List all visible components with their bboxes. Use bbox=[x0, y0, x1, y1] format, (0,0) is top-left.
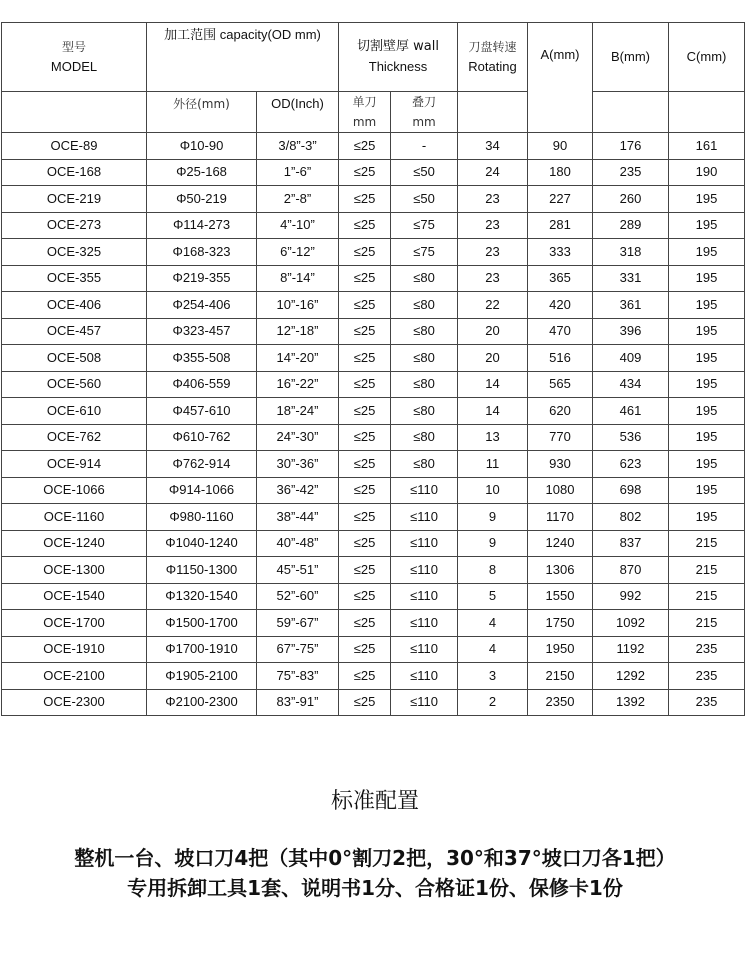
cell-model: OCE-1540 bbox=[2, 583, 147, 610]
cell-c: 235 bbox=[669, 689, 745, 716]
table-row bbox=[2, 318, 745, 345]
header-stack-blade bbox=[391, 92, 458, 133]
cell-a: 180 bbox=[528, 159, 593, 186]
cell-rotating: 23 bbox=[458, 186, 528, 213]
cell-stack-blade: ≤80 bbox=[391, 345, 458, 372]
cell-single-blade: ≤25 bbox=[339, 557, 391, 584]
cell-od-mm: Φ1905-2100 bbox=[147, 663, 257, 690]
table-row bbox=[2, 212, 745, 239]
cell-a: 620 bbox=[528, 398, 593, 425]
header-capacity-label: 加工范围 capacity(OD mm) bbox=[164, 27, 321, 42]
cell-od-inch: 16”-22” bbox=[257, 371, 339, 398]
cell-single-blade: ≤25 bbox=[339, 689, 391, 716]
cell-model: OCE-1240 bbox=[2, 530, 147, 557]
cell-rotating: 23 bbox=[458, 265, 528, 292]
cell-b: 992 bbox=[593, 583, 669, 610]
cell-od-inch: 10”-16” bbox=[257, 292, 339, 319]
cell-od-inch: 45”-51” bbox=[257, 557, 339, 584]
cell-single-blade: ≤25 bbox=[339, 133, 391, 160]
header-model-cn: 型号 bbox=[61, 40, 86, 54]
header-rotating-en: Rotating bbox=[468, 59, 517, 74]
cell-c: 215 bbox=[669, 530, 745, 557]
header-c bbox=[669, 23, 745, 92]
cell-rotating: 2 bbox=[458, 689, 528, 716]
cell-b: 434 bbox=[593, 371, 669, 398]
cell-b: 837 bbox=[593, 530, 669, 557]
cell-model: OCE-89 bbox=[2, 133, 147, 160]
cell-c: 215 bbox=[669, 557, 745, 584]
cell-model: OCE-1700 bbox=[2, 610, 147, 637]
cell-stack-blade: ≤110 bbox=[391, 583, 458, 610]
cell-single-blade: ≤25 bbox=[339, 239, 391, 266]
cell-stack-blade: ≤80 bbox=[391, 292, 458, 319]
cell-c: 195 bbox=[669, 477, 745, 504]
cell-od-mm: Φ762-914 bbox=[147, 451, 257, 478]
cell-od-mm: Φ1500-1700 bbox=[147, 610, 257, 637]
header-wall-line2: Thickness bbox=[368, 59, 428, 74]
cell-single-blade: ≤25 bbox=[339, 424, 391, 451]
cell-stack-blade: ≤80 bbox=[391, 451, 458, 478]
cell-a: 1550 bbox=[528, 583, 593, 610]
header-single-unit: mm bbox=[352, 115, 377, 129]
cell-single-blade: ≤25 bbox=[339, 186, 391, 213]
cell-single-blade: ≤25 bbox=[339, 583, 391, 610]
cell-od-inch: 59”-67” bbox=[257, 610, 339, 637]
cell-rotating: 34 bbox=[458, 133, 528, 160]
cell-od-mm: Φ355-508 bbox=[147, 345, 257, 372]
cell-a: 1240 bbox=[528, 530, 593, 557]
table-row bbox=[2, 451, 745, 478]
cell-b: 870 bbox=[593, 557, 669, 584]
table-row bbox=[2, 636, 745, 663]
cell-single-blade: ≤25 bbox=[339, 477, 391, 504]
cell-single-blade: ≤25 bbox=[339, 530, 391, 557]
header-b bbox=[593, 23, 669, 92]
cell-a: 227 bbox=[528, 186, 593, 213]
cell-model: OCE-325 bbox=[2, 239, 147, 266]
header-single-cn: 单刀 bbox=[352, 95, 377, 109]
cell-model: OCE-1300 bbox=[2, 557, 147, 584]
cell-rotating: 9 bbox=[458, 530, 528, 557]
header-a bbox=[528, 23, 593, 133]
cell-b: 623 bbox=[593, 451, 669, 478]
table-row bbox=[2, 610, 745, 637]
cell-b: 1192 bbox=[593, 636, 669, 663]
cell-od-mm: Φ254-406 bbox=[147, 292, 257, 319]
table-row bbox=[2, 557, 745, 584]
cell-b: 331 bbox=[593, 265, 669, 292]
cell-a: 565 bbox=[528, 371, 593, 398]
standard-config-line1: 整机一台、坡口刀4把（其中0°割刀2把，30°和37°坡口刀各1把） bbox=[74, 846, 676, 870]
cell-b: 409 bbox=[593, 345, 669, 372]
cell-c: 195 bbox=[669, 186, 745, 213]
standard-config-title: 标准配置 bbox=[330, 789, 419, 814]
cell-od-inch: 24”-30” bbox=[257, 424, 339, 451]
cell-rotating: 22 bbox=[458, 292, 528, 319]
cell-a: 1170 bbox=[528, 504, 593, 531]
cell-od-inch: 52”-60” bbox=[257, 583, 339, 610]
spec-table-body bbox=[2, 133, 745, 716]
cell-single-blade: ≤25 bbox=[339, 265, 391, 292]
cell-model: OCE-406 bbox=[2, 292, 147, 319]
cell-b: 536 bbox=[593, 424, 669, 451]
table-row bbox=[2, 133, 745, 160]
header-rotating-sub bbox=[458, 92, 528, 133]
cell-rotating: 11 bbox=[458, 451, 528, 478]
cell-model: OCE-2100 bbox=[2, 663, 147, 690]
table-row bbox=[2, 186, 745, 213]
cell-rotating: 23 bbox=[458, 239, 528, 266]
cell-model: OCE-168 bbox=[2, 159, 147, 186]
table-row bbox=[2, 424, 745, 451]
cell-od-inch: 3/8”-3” bbox=[257, 133, 339, 160]
cell-a: 365 bbox=[528, 265, 593, 292]
cell-single-blade: ≤25 bbox=[339, 663, 391, 690]
cell-model: OCE-1910 bbox=[2, 636, 147, 663]
cell-a: 90 bbox=[528, 133, 593, 160]
cell-b: 318 bbox=[593, 239, 669, 266]
cell-a: 281 bbox=[528, 212, 593, 239]
cell-od-inch: 36”-42” bbox=[257, 477, 339, 504]
cell-b: 698 bbox=[593, 477, 669, 504]
cell-model: OCE-610 bbox=[2, 398, 147, 425]
cell-single-blade: ≤25 bbox=[339, 398, 391, 425]
cell-c: 195 bbox=[669, 265, 745, 292]
table-row bbox=[2, 398, 745, 425]
cell-od-mm: Φ50-219 bbox=[147, 186, 257, 213]
cell-stack-blade: ≤75 bbox=[391, 212, 458, 239]
header-b-sub bbox=[593, 92, 669, 133]
header-stack-unit: mm bbox=[412, 115, 436, 129]
table-row bbox=[2, 504, 745, 531]
table-row bbox=[2, 371, 745, 398]
cell-c: 215 bbox=[669, 610, 745, 637]
cell-a: 1306 bbox=[528, 557, 593, 584]
cell-od-mm: Φ1320-1540 bbox=[147, 583, 257, 610]
cell-od-mm: Φ114-273 bbox=[147, 212, 257, 239]
header-wall-thickness bbox=[339, 23, 458, 92]
header-wall-line1: 切割壁厚 wall bbox=[357, 39, 439, 54]
cell-od-mm: Φ25-168 bbox=[147, 159, 257, 186]
cell-rotating: 8 bbox=[458, 557, 528, 584]
cell-a: 1950 bbox=[528, 636, 593, 663]
cell-od-inch: 18”-24” bbox=[257, 398, 339, 425]
cell-a: 333 bbox=[528, 239, 593, 266]
cell-od-inch: 4”-10” bbox=[257, 212, 339, 239]
cell-single-blade: ≤25 bbox=[339, 451, 391, 478]
cell-od-mm: Φ2100-2300 bbox=[147, 689, 257, 716]
cell-od-inch: 83”-91” bbox=[257, 689, 339, 716]
cell-od-mm: Φ1150-1300 bbox=[147, 557, 257, 584]
cell-a: 2350 bbox=[528, 689, 593, 716]
cell-c: 195 bbox=[669, 212, 745, 239]
cell-rotating: 14 bbox=[458, 371, 528, 398]
cell-a: 420 bbox=[528, 292, 593, 319]
cell-b: 361 bbox=[593, 292, 669, 319]
table-row bbox=[2, 689, 745, 716]
cell-model: OCE-1066 bbox=[2, 477, 147, 504]
cell-b: 1292 bbox=[593, 663, 669, 690]
cell-single-blade: ≤25 bbox=[339, 371, 391, 398]
cell-c: 195 bbox=[669, 504, 745, 531]
spec-table bbox=[1, 22, 745, 716]
cell-stack-blade: ≤80 bbox=[391, 265, 458, 292]
cell-single-blade: ≤25 bbox=[339, 159, 391, 186]
cell-single-blade: ≤25 bbox=[339, 610, 391, 637]
cell-rotating: 14 bbox=[458, 398, 528, 425]
cell-b: 461 bbox=[593, 398, 669, 425]
cell-single-blade: ≤25 bbox=[339, 212, 391, 239]
cell-od-mm: Φ1040-1240 bbox=[147, 530, 257, 557]
cell-c: 195 bbox=[669, 345, 745, 372]
cell-a: 1080 bbox=[528, 477, 593, 504]
header-rotating bbox=[458, 23, 528, 92]
cell-c: 235 bbox=[669, 663, 745, 690]
header-c-label: C(mm) bbox=[686, 49, 727, 64]
cell-model: OCE-762 bbox=[2, 424, 147, 451]
cell-model: OCE-1160 bbox=[2, 504, 147, 531]
table-row bbox=[2, 530, 745, 557]
cell-rotating: 10 bbox=[458, 477, 528, 504]
cell-c: 235 bbox=[669, 636, 745, 663]
cell-rotating: 23 bbox=[458, 212, 528, 239]
cell-stack-blade: ≤110 bbox=[391, 636, 458, 663]
table-row bbox=[2, 345, 745, 372]
cell-model: OCE-355 bbox=[2, 265, 147, 292]
table-row bbox=[2, 159, 745, 186]
cell-stack-blade: ≤80 bbox=[391, 318, 458, 345]
cell-od-mm: Φ219-355 bbox=[147, 265, 257, 292]
cell-c: 195 bbox=[669, 451, 745, 478]
cell-rotating: 20 bbox=[458, 345, 528, 372]
cell-od-inch: 6”-12” bbox=[257, 239, 339, 266]
header-od-inch-label: OD(Inch) bbox=[271, 96, 324, 111]
header-od-mm-label: 外径(mm) bbox=[173, 97, 230, 111]
cell-a: 770 bbox=[528, 424, 593, 451]
cell-model: OCE-273 bbox=[2, 212, 147, 239]
cell-rotating: 4 bbox=[458, 636, 528, 663]
cell-rotating: 20 bbox=[458, 318, 528, 345]
cell-od-inch: 67”-75” bbox=[257, 636, 339, 663]
cell-stack-blade: ≤50 bbox=[391, 159, 458, 186]
cell-c: 195 bbox=[669, 371, 745, 398]
cell-stack-blade: ≤50 bbox=[391, 186, 458, 213]
cell-c: 215 bbox=[669, 583, 745, 610]
cell-single-blade: ≤25 bbox=[339, 504, 391, 531]
cell-b: 1092 bbox=[593, 610, 669, 637]
cell-od-mm: Φ10-90 bbox=[147, 133, 257, 160]
cell-b: 176 bbox=[593, 133, 669, 160]
cell-stack-blade: ≤80 bbox=[391, 371, 458, 398]
header-a-label: A(mm) bbox=[540, 47, 580, 62]
cell-b: 289 bbox=[593, 212, 669, 239]
cell-c: 190 bbox=[669, 159, 745, 186]
cell-stack-blade: ≤75 bbox=[391, 239, 458, 266]
header-stack-cn: 叠刀 bbox=[412, 95, 437, 109]
cell-a: 1750 bbox=[528, 610, 593, 637]
header-c-sub bbox=[669, 92, 745, 133]
header-model-sub bbox=[2, 92, 147, 133]
cell-a: 930 bbox=[528, 451, 593, 478]
cell-stack-blade: ≤110 bbox=[391, 663, 458, 690]
cell-stack-blade: ≤110 bbox=[391, 610, 458, 637]
cell-model: OCE-914 bbox=[2, 451, 147, 478]
cell-b: 1392 bbox=[593, 689, 669, 716]
cell-od-inch: 14”-20” bbox=[257, 345, 339, 372]
cell-stack-blade: ≤110 bbox=[391, 530, 458, 557]
cell-b: 396 bbox=[593, 318, 669, 345]
cell-c: 195 bbox=[669, 398, 745, 425]
cell-od-inch: 40”-48” bbox=[257, 530, 339, 557]
standard-config-line2: 专用拆卸工具1套、说明书1分、合格证1份、保修卡1份 bbox=[127, 876, 623, 900]
cell-od-mm: Φ323-457 bbox=[147, 318, 257, 345]
cell-single-blade: ≤25 bbox=[339, 636, 391, 663]
cell-model: OCE-2300 bbox=[2, 689, 147, 716]
header-model bbox=[2, 23, 147, 92]
cell-od-mm: Φ914-1066 bbox=[147, 477, 257, 504]
cell-single-blade: ≤25 bbox=[339, 318, 391, 345]
cell-od-mm: Φ168-323 bbox=[147, 239, 257, 266]
cell-b: 235 bbox=[593, 159, 669, 186]
cell-od-mm: Φ980-1160 bbox=[147, 504, 257, 531]
cell-od-inch: 2”-8” bbox=[257, 186, 339, 213]
header-single-blade bbox=[339, 92, 391, 133]
cell-rotating: 13 bbox=[458, 424, 528, 451]
cell-c: 195 bbox=[669, 239, 745, 266]
cell-stack-blade: ≤80 bbox=[391, 424, 458, 451]
cell-stack-blade: ≤110 bbox=[391, 504, 458, 531]
table-row bbox=[2, 477, 745, 504]
cell-stack-blade: ≤110 bbox=[391, 689, 458, 716]
header-capacity bbox=[147, 23, 339, 92]
cell-od-inch: 1”-6” bbox=[257, 159, 339, 186]
header-rotating-cn: 刀盘转速 bbox=[468, 40, 517, 54]
cell-od-mm: Φ457-610 bbox=[147, 398, 257, 425]
cell-b: 260 bbox=[593, 186, 669, 213]
cell-model: OCE-508 bbox=[2, 345, 147, 372]
table-row bbox=[2, 292, 745, 319]
cell-single-blade: ≤25 bbox=[339, 292, 391, 319]
cell-c: 161 bbox=[669, 133, 745, 160]
cell-model: OCE-219 bbox=[2, 186, 147, 213]
cell-b: 802 bbox=[593, 504, 669, 531]
cell-c: 195 bbox=[669, 292, 745, 319]
cell-a: 516 bbox=[528, 345, 593, 372]
cell-od-inch: 38”-44” bbox=[257, 504, 339, 531]
cell-stack-blade: ≤80 bbox=[391, 398, 458, 425]
header-b-label: B(mm) bbox=[611, 49, 651, 64]
cell-c: 195 bbox=[669, 318, 745, 345]
cell-c: 195 bbox=[669, 424, 745, 451]
header-model-en: MODEL bbox=[50, 59, 98, 74]
cell-od-mm: Φ406-559 bbox=[147, 371, 257, 398]
cell-rotating: 24 bbox=[458, 159, 528, 186]
cell-rotating: 4 bbox=[458, 610, 528, 637]
table-row bbox=[2, 239, 745, 266]
cell-a: 2150 bbox=[528, 663, 593, 690]
table-row bbox=[2, 265, 745, 292]
header-od-mm bbox=[147, 92, 257, 133]
cell-od-inch: 75”-83” bbox=[257, 663, 339, 690]
cell-od-inch: 8”-14” bbox=[257, 265, 339, 292]
cell-model: OCE-457 bbox=[2, 318, 147, 345]
cell-od-mm: Φ1700-1910 bbox=[147, 636, 257, 663]
table-row bbox=[2, 663, 745, 690]
cell-od-inch: 30”-36” bbox=[257, 451, 339, 478]
cell-stack-blade: ≤110 bbox=[391, 557, 458, 584]
table-row bbox=[2, 583, 745, 610]
cell-rotating: 9 bbox=[458, 504, 528, 531]
cell-od-inch: 12”-18” bbox=[257, 318, 339, 345]
cell-model: OCE-560 bbox=[2, 371, 147, 398]
cell-single-blade: ≤25 bbox=[339, 345, 391, 372]
cell-stack-blade: ≤110 bbox=[391, 477, 458, 504]
cell-rotating: 5 bbox=[458, 583, 528, 610]
header-od-inch bbox=[257, 92, 339, 133]
cell-rotating: 3 bbox=[458, 663, 528, 690]
cell-od-mm: Φ610-762 bbox=[147, 424, 257, 451]
cell-stack-blade: - bbox=[391, 133, 458, 160]
cell-a: 470 bbox=[528, 318, 593, 345]
